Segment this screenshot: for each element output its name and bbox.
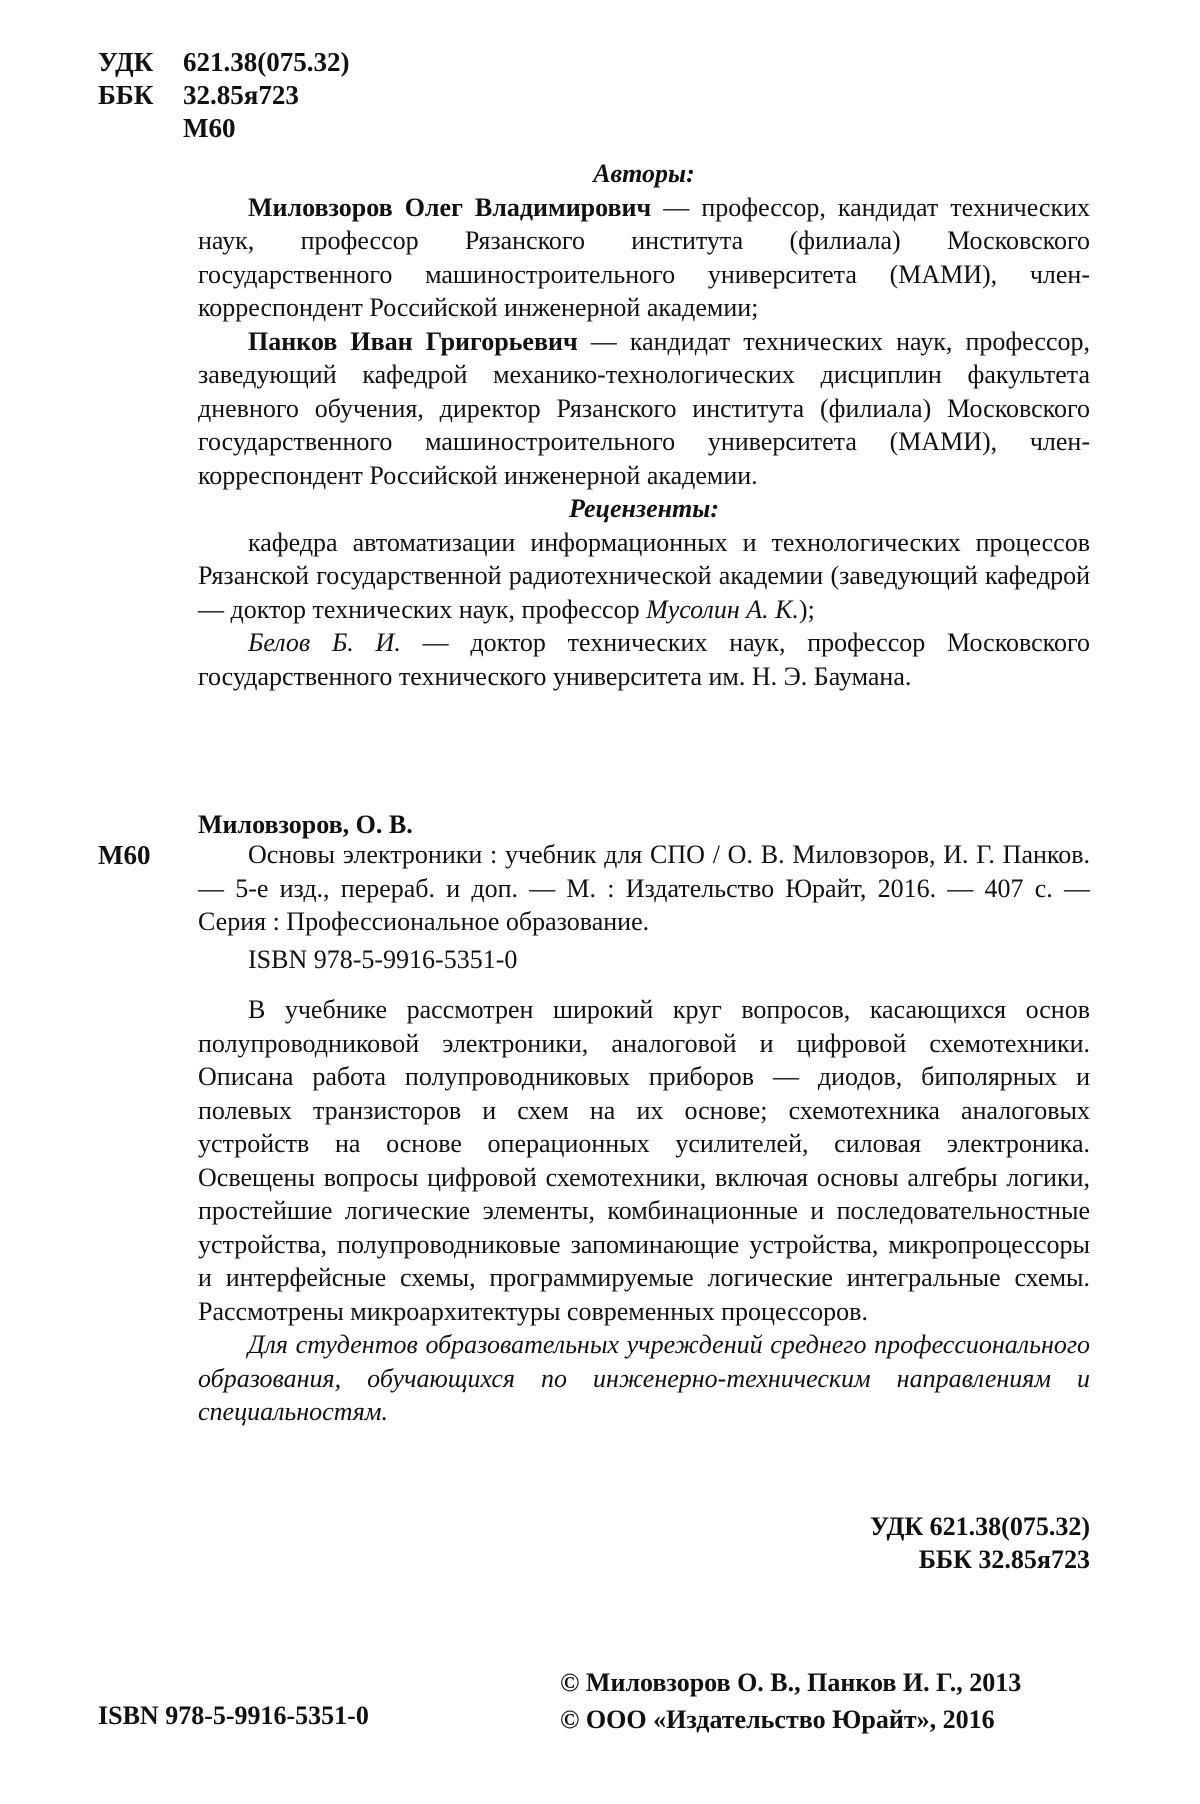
reviewer-2-text: — доктор технических наук, профессор Московского государственного технического университета им. Н. Э. Баумана.	[198, 628, 1090, 691]
author-mark: М60	[183, 113, 236, 143]
bbk-label: ББК	[98, 80, 154, 110]
author-2-text: — кандидат технических наук, профессор, заведующий кафедрой механико-технологических дисциплин факультета дневного обучения, директор Рязанского института (филиала) Московского государственного машиностроительного университета (МАМИ), член-корреспондент Российской инженерной академии.	[198, 326, 1091, 490]
card-mark: М60	[98, 840, 151, 870]
bbk-row	[98, 79, 349, 112]
reviewer-2-name: Белов Б. И.	[248, 628, 401, 657]
reviewer-1-tail: );	[798, 594, 815, 624]
annotation-text: В учебнике рассмотрен широкий круг вопросов, касающихся основ полупроводниковой электроники, аналоговой и цифровой схемотехники. Описана работа полупроводниковых приборов — диодов, биполярных и полевых транзисторов и схем на их основе; схемотехника аналоговых устройств на основе операционных усилителей, силовая электроника. Освещены вопросы цифровой схемотехники, включая основы алгебры логики, простейшие логические элементы, комбинационные и последовательностные устройства, полупроводниковые запоминающие устройства, микропроцессоры и интерфейсные схемы, программируемые логические интегральные схемы. Рассмотрены микроархитектуры современных процессоров.	[198, 995, 1090, 1326]
annotation-audience: Для студентов образовательных учреждений среднего профессионального образования, обучающихся по инженерно-техническим направлениям и специальностям.	[198, 1330, 1090, 1426]
authors-heading: Авторы:	[593, 159, 695, 188]
author-2	[198, 325, 1090, 493]
annotation	[198, 993, 1090, 1429]
card-description: Основы электроники : учебник для СПО / О. В. Миловзоров, И. Г. Панков. — 5-е изд., перераб. и доп. — М. : Издательство Юрайт, 2016. — 407 с. — Серия : Профессиональное образование.	[198, 840, 1090, 936]
reviewer-1-text: кафедра автоматизации информационных и технологических процессов Рязанской государственной радиотехнической академии (заведующий кафедрой — доктор технических наук, профессор	[198, 527, 1090, 624]
classification-codes	[98, 46, 349, 145]
isbn-bottom: ISBN 978-5-9916-5351-0	[98, 1701, 369, 1730]
authors-section	[198, 157, 1090, 693]
footer-codes	[870, 1510, 1090, 1576]
author-1	[198, 191, 1090, 325]
reviewer-1	[198, 526, 1090, 627]
reviewer-2	[198, 626, 1090, 693]
copyrights	[560, 1664, 1021, 1738]
reviewers-heading: Рецензенты:	[569, 494, 719, 523]
footer-udk: УДК 621.38(075.32)	[869, 1512, 1090, 1541]
udk-row	[98, 46, 349, 79]
udk-label: УДК	[98, 47, 154, 77]
card-author: Миловзоров, О. В.	[198, 810, 413, 839]
card-isbn: ISBN 978-5-9916-5351-0	[248, 945, 518, 974]
author-1-name: Миловзоров Олег Владимирович	[248, 192, 652, 222]
copyright-publisher: © ООО «Издательство Юрайт», 2016	[560, 1705, 995, 1734]
author-1-text: — профессор, кандидат технических наук, профессор Рязанского института (филиала) Московского государственного машиностроительного университета (МАМИ), член-корреспондент Российской инженерной академии;	[198, 192, 1090, 322]
udk-value: 621.38(075.32)	[183, 47, 350, 77]
reviewer-1-name: Мусолин А. К.	[646, 594, 799, 624]
bbk-value: 32.85я723	[183, 80, 299, 110]
bibliographic-description	[198, 838, 1090, 939]
footer-bbk: ББК 32.85я723	[918, 1545, 1090, 1574]
copyright-authors: © Миловзоров О. В., Панков И. Г., 2013	[560, 1668, 1022, 1697]
author-2-name: Панков Иван Григорьевич	[248, 326, 578, 356]
